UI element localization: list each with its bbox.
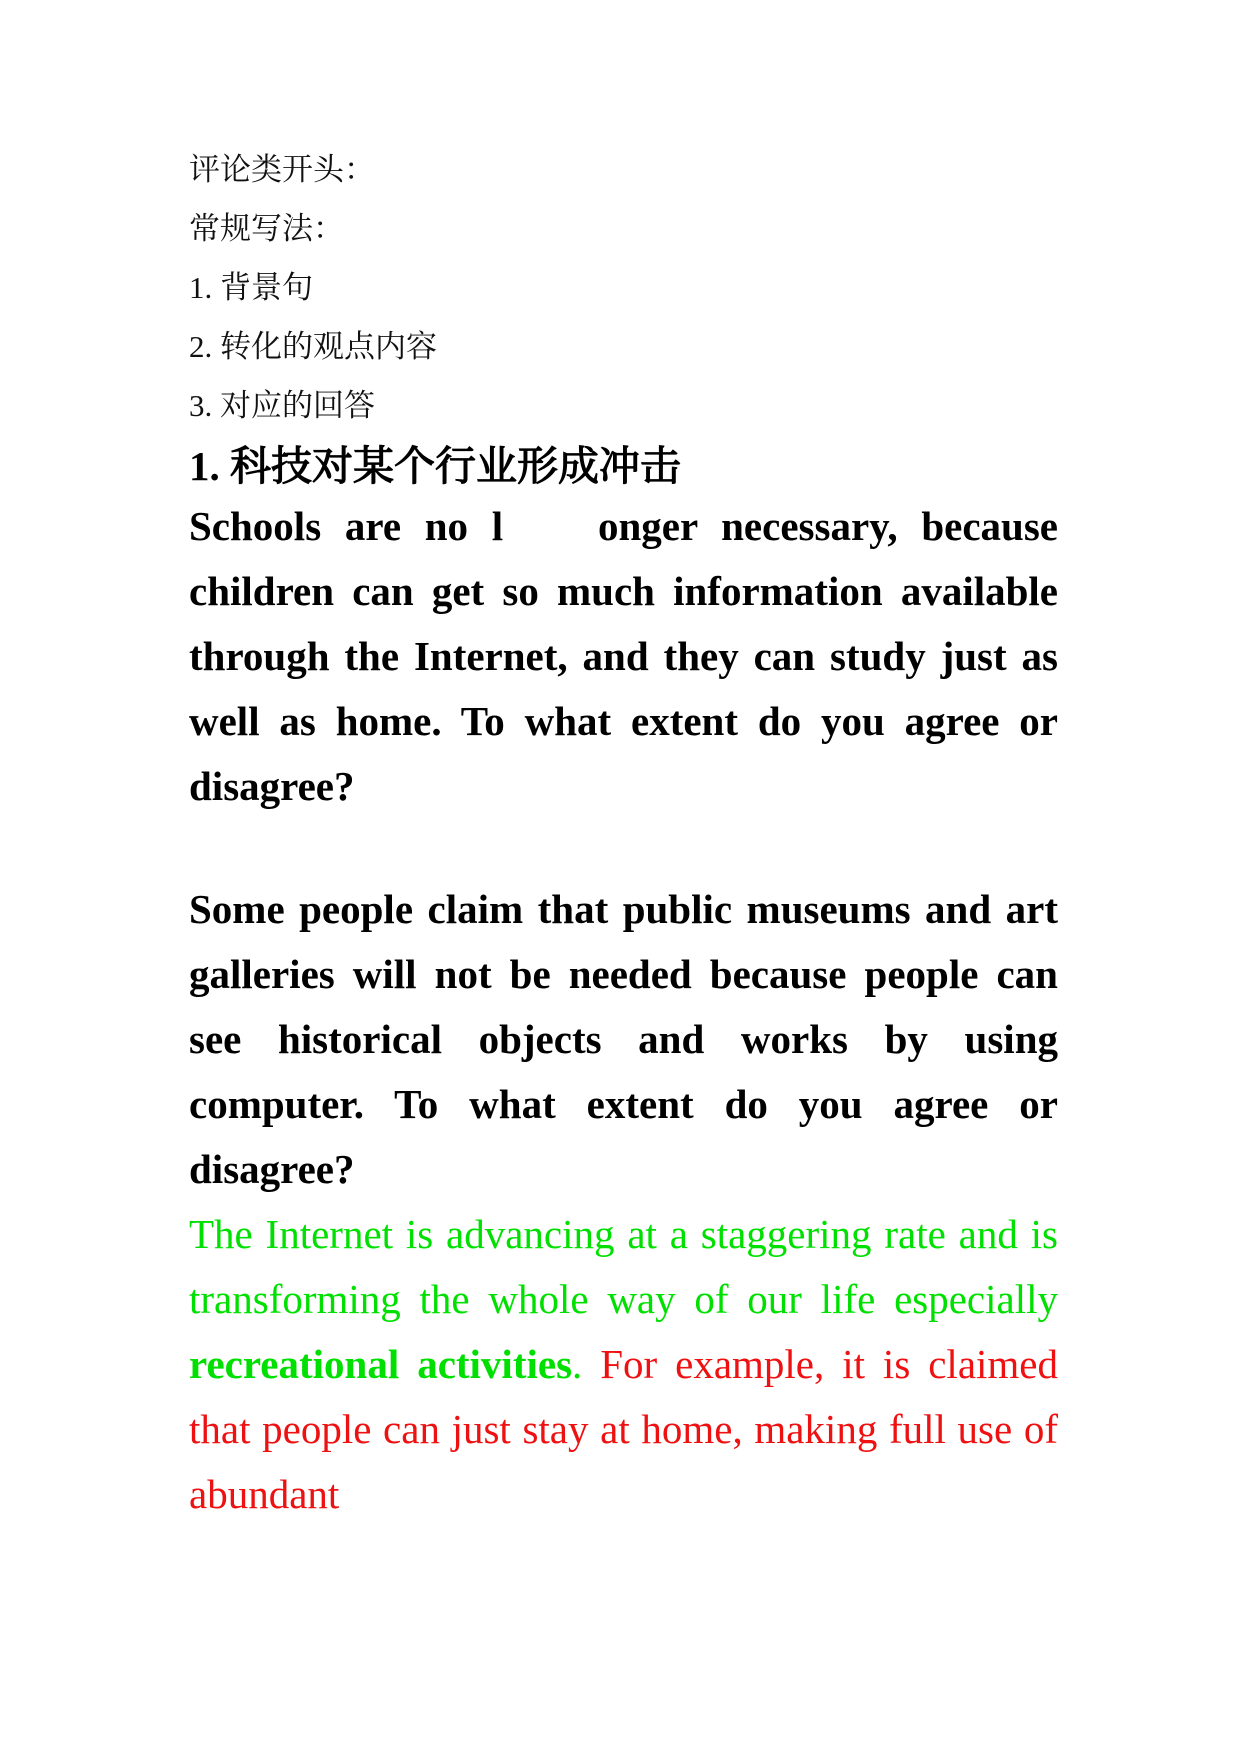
method-label: 常规写法： [189,211,344,246]
background-period: . [572,1341,583,1387]
background-keyword: recreational activities [189,1341,573,1387]
section-heading: 评论类开头： [189,152,375,187]
view-sentence: For example, it is claimed that people can just stay at home, making full use of abundant [189,1341,1058,1517]
step-item: 3. 对应的回答 [189,388,375,423]
step-item: 2. 转化的观点内容 [189,329,437,364]
essay-prompt-2: Some people claim that public museums and art galleries will not be needed because people can see historical objects and works by using computer. To what extent do you agree or disagree? [189,886,1058,1192]
document-page [189,150,1069,1527]
essay-prompt-1: Schools are no l onger necessary, because children can get so much information available through the Internet, and they can study just as well as home. To what extent do you agree or disagree? [189,503,1069,809]
step-item: 1. 背景句 [189,270,313,305]
sample-answer [189,1202,1058,1527]
topic-title: 1. 科技对某个行业形成冲击 [189,443,681,489]
background-sentence: The Internet is advancing at a staggering rate and is transforming the whole way of our life especially [189,1211,1058,1322]
